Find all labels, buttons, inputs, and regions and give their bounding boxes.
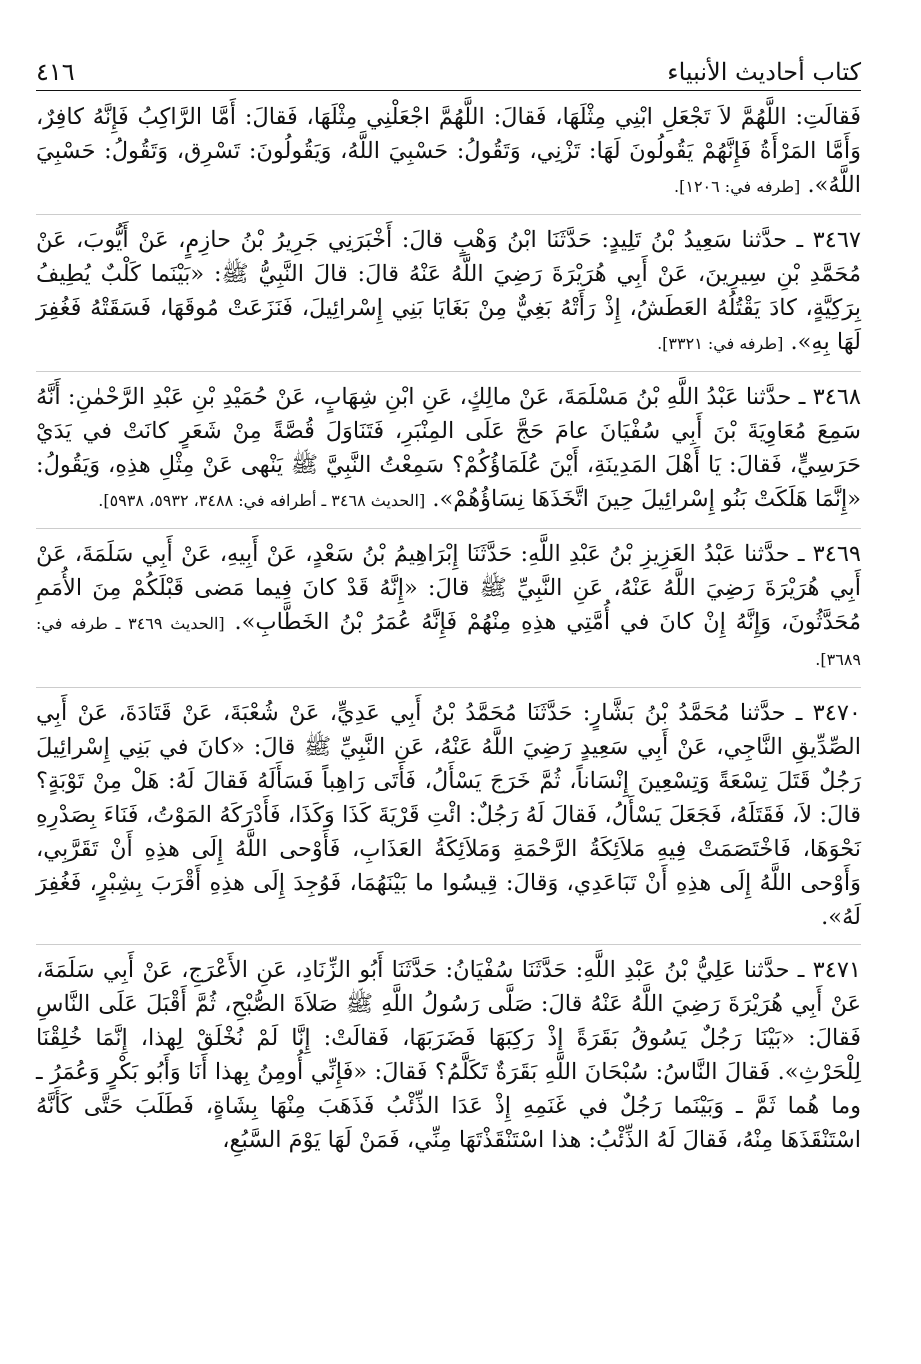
paragraph-text: ٣٤٧٠ ـ حدَّثنا مُحَمَّدُ بْنُ بَشَّارٍ: حَدَّثَنَا مُحَمَّدُ بْنُ أَبِي عَدِيٍّ، عَنْ شُعْبَةَ، عَنْ قَتَادَةَ، عَنْ أَبِي الصِّدِّيقِ النَّاجِي، عَنْ أَبِي سَعِيدٍ رَضِيَ اللَّهُ عَنْهُ، عَنِ النَّبِيِّ ﷺ قالَ: «كانَ في بَنِي إِسْرائِيلَ رَجُلٌ قَتَلَ تِسْعَةً وَتِسْعِينَ إِنْسَاناً، ثُمَّ خَرَجَ يَسْأَلُ، فَأَتَى رَاهِباً فَسَأَلَهُ فَقالَ لَهُ: هَلْ مِنْ تَوْبَةٍ؟ قالَ: لاَ، فَقَتَلَهُ، فَجَعَلَ يَسْأَلُ، فَقالَ لَهُ رَجُلٌ: ائْتِ قَرْيَةَ كَذَا وَكَذَا، فَأَدْرَكَهُ المَوْتُ، فَنَاءَ بِصَدْرِهِ نَحْوَهَا، فَاخْتَصَمَتْ فِيهِ مَلاَئِكَةُ الرَّحْمَةِ وَمَلاَئِكَةُ العَذَابِ، فَأَوْحى اللَّهُ إِلَى هذِهِ أَنْ تَقَرَّبِي، وَأَوْحى اللَّهُ إِلَى هذِهِ أَنْ تَبَاعَدِي، وَقالَ: قِيسُوا ما بَيْنَهُمَا، فَوُجِدَ إِلَى هذِهِ أَقْرَبَ بِشِبْرٍ، فَغُفِرَ لَهُ». [36, 700, 861, 930]
hadith-3469 [36, 537, 861, 677]
hadith-3468 [36, 380, 861, 518]
paragraph-text: ٣٤٦٧ ـ حدَّثنا سَعِيدُ بْنُ تَلِيدٍ: حَدَّثَنَا ابْنُ وَهْبٍ قالَ: أَخْبَرَنِي جَرِيرُ بْنُ حازِمٍ، عَنْ أَيُّوبَ، عَنْ مُحَمَّدِ بْنِ سِيرِينَ، عَنْ أَبِي هُرَيْرَةَ رَضِيَ اللَّهُ عَنْهُ قالَ: قالَ النَّبِيُّ ﷺ: «بَيْنَما كَلْبٌ يُطِيفُ بِرَكِيَّةٍ، كادَ يَقْتُلُهُ العَطَشُ، إِذْ رَأَتْهُ بَغِيٌّ مِنْ بَغَايَا بَنِي إِسْرائِيلَ، فَنَزَعَتْ مُوقَهَا، فَسَقَتْهُ فَغُفِرَ لَهَا بِهِ». [36, 227, 861, 355]
hadith-3467 [36, 223, 861, 361]
paragraph-continuation [36, 100, 861, 204]
paragraph-text: ٣٤٧١ ـ حدَّثنا عَلِيُّ بْنُ عَبْدِ اللَّهِ: حَدَّثَنَا سُفْيَانُ: حَدَّثَنَا أَبُو الزِّنَادِ، عَنِ الأَعْرَجِ، عَنْ أَبِي سَلَمَةَ، عَنْ أَبِي هُرَيْرَةَ رَضِيَ اللَّهُ عَنْهُ قالَ: صَلَّى رَسُولُ اللَّهِ ﷺ صَلاَةَ الصُّبْحِ، ثُمَّ أَقْبَلَ عَلَى النَّاسِ فَقالَ: «بَيْنَا رَجُلٌ يَسُوقُ بَقَرَةً إِذْ رَكِبَهَا فَضَرَبَهَا، فَقالَتْ: إِنَّا لَمْ نُخْلَقْ لِهذا، إِنَّمَا خُلِقْنَا لِلْحَرْثِ». فَقالَ النَّاسُ: سُبْحَانَ اللَّهِ بَقَرَةٌ تَكَلَّمُ؟ فَقالَ: «فَإِنِّي أُومِنُ بِهذا أَنَا وَأَبُو بَكْرٍ وَعُمَرُ ـ وما هُما ثَمَّ ـ وَبَيْنَما رَجُلٌ في غَنَمِهِ إِذْ عَدَا الذِّئْبُ فَذَهَبَ مِنْهَا بِشَاةٍ، فَطَلَبَ حَتَّى كَأَنَّهُ اسْتَنْقَذَهَا مِنْهُ، فَقالَ لَهُ الذِّئْبُ: هذا اسْتَنْقَذْتَهَا مِنِّي، فَمَنْ لَهَا يَوْمَ السَّبُعِ، [36, 957, 861, 1153]
separator [36, 687, 861, 688]
paragraph-text: ٣٤٦٨ ـ حدَّثنا عَبْدُ اللَّهِ بْنُ مَسْلَمَةَ، عَنْ مالِكٍ، عَنِ ابْنِ شِهَابٍ، عَنْ حُمَيْدِ بْنِ عَبْدِ الرَّحْمٰنِ: أَنَّهُ سَمِعَ مُعَاوِيَةَ بْنَ أَبِي سُفْيَانَ عامَ حَجَّ عَلَى المِنْبَرِ، فَتَنَاوَلَ قُصَّةً مِنْ شَعَرٍ كانَتْ في يَدَيْ حَرَسِيٍّ، فَقالَ: يَا أَهْلَ المَدِينَةِ، أَيْنَ عُلَمَاؤُكُمْ؟ سَمِعْتُ النَّبِيَّ ﷺ يَنْهى عَنْ مِثْلِ هذِهِ، وَيَقُولُ: «إِنَّمَا هَلَكَتْ بَنُو إِسْرائِيلَ حِينَ اتَّخَذَهَا نِسَاؤُهُمْ». [36, 384, 861, 512]
cross-reference-note: [الحديث ٣٤٦٩ ـ طرفه في: ٣٦٨٩]. [36, 614, 861, 669]
page-number: ٤١٦ [36, 58, 75, 86]
separator [36, 528, 861, 529]
cross-reference-note: [طرفه في: ١٢٠٦]. [674, 177, 801, 196]
separator [36, 214, 861, 215]
page-body [36, 100, 861, 1157]
paragraph-text: فَقالَتِ: اللَّهُمَّ لاَ تَجْعَلِ ابْنِي مِثْلَهَا، فَقالَ: اللَّهُمَّ اجْعَلْنِي مِثْلَهَا، فَقالَ: أَمَّا الرَّاكِبُ فَإِنَّهُ كافِرٌ، وَأَمَّا المَرْأَةُ فَإِنَّهُمْ يَقُولُونَ لَهَا: تَزْنِي، وَتَقُولُ: حَسْبِيَ اللَّهُ، وَيَقُولُونَ: تَسْرِق، وَتَقُولُ: حَسْبِيَ اللَّهُ». [36, 104, 861, 198]
paragraph-text: ٣٤٦٩ ـ حدَّثنا عَبْدُ العَزِيزِ بْنُ عَبْدِ اللَّهِ: حَدَّثَنَا إِبْرَاهِيمُ بْنُ سَعْدٍ، عَنْ أَبِيهِ، عَنْ أَبِي سَلَمَةَ، عَنْ أَبِي هُرَيْرَةَ رَضِيَ اللَّهُ عَنْهُ، عَنِ النَّبِيِّ ﷺ قالَ: «إِنَّهُ قَدْ كانَ فِيما مَضى قَبْلَكُمْ مِنَ الأُمَمِ مُحَدَّثُونَ، وَإِنَّهُ إِنْ كانَ في أُمَّتِي هذِهِ مِنْهُمْ فَإِنَّهُ عُمَرُ بْنُ الخَطَّابِ». [36, 541, 861, 635]
hadith-3470 [36, 696, 861, 934]
book-title: كتاب أحاديث الأنبياء [667, 58, 861, 86]
hadith-3471 [36, 953, 861, 1157]
cross-reference-note: [الحديث ٣٤٦٨ ـ أطرافه في: ٣٤٨٨، ٥٩٣٢، ٥٩٣٨]. [98, 491, 426, 510]
page-header [36, 50, 861, 91]
cross-reference-note: [طرفه في: ٣٣٢١]. [657, 334, 784, 353]
separator [36, 371, 861, 372]
separator [36, 944, 861, 945]
